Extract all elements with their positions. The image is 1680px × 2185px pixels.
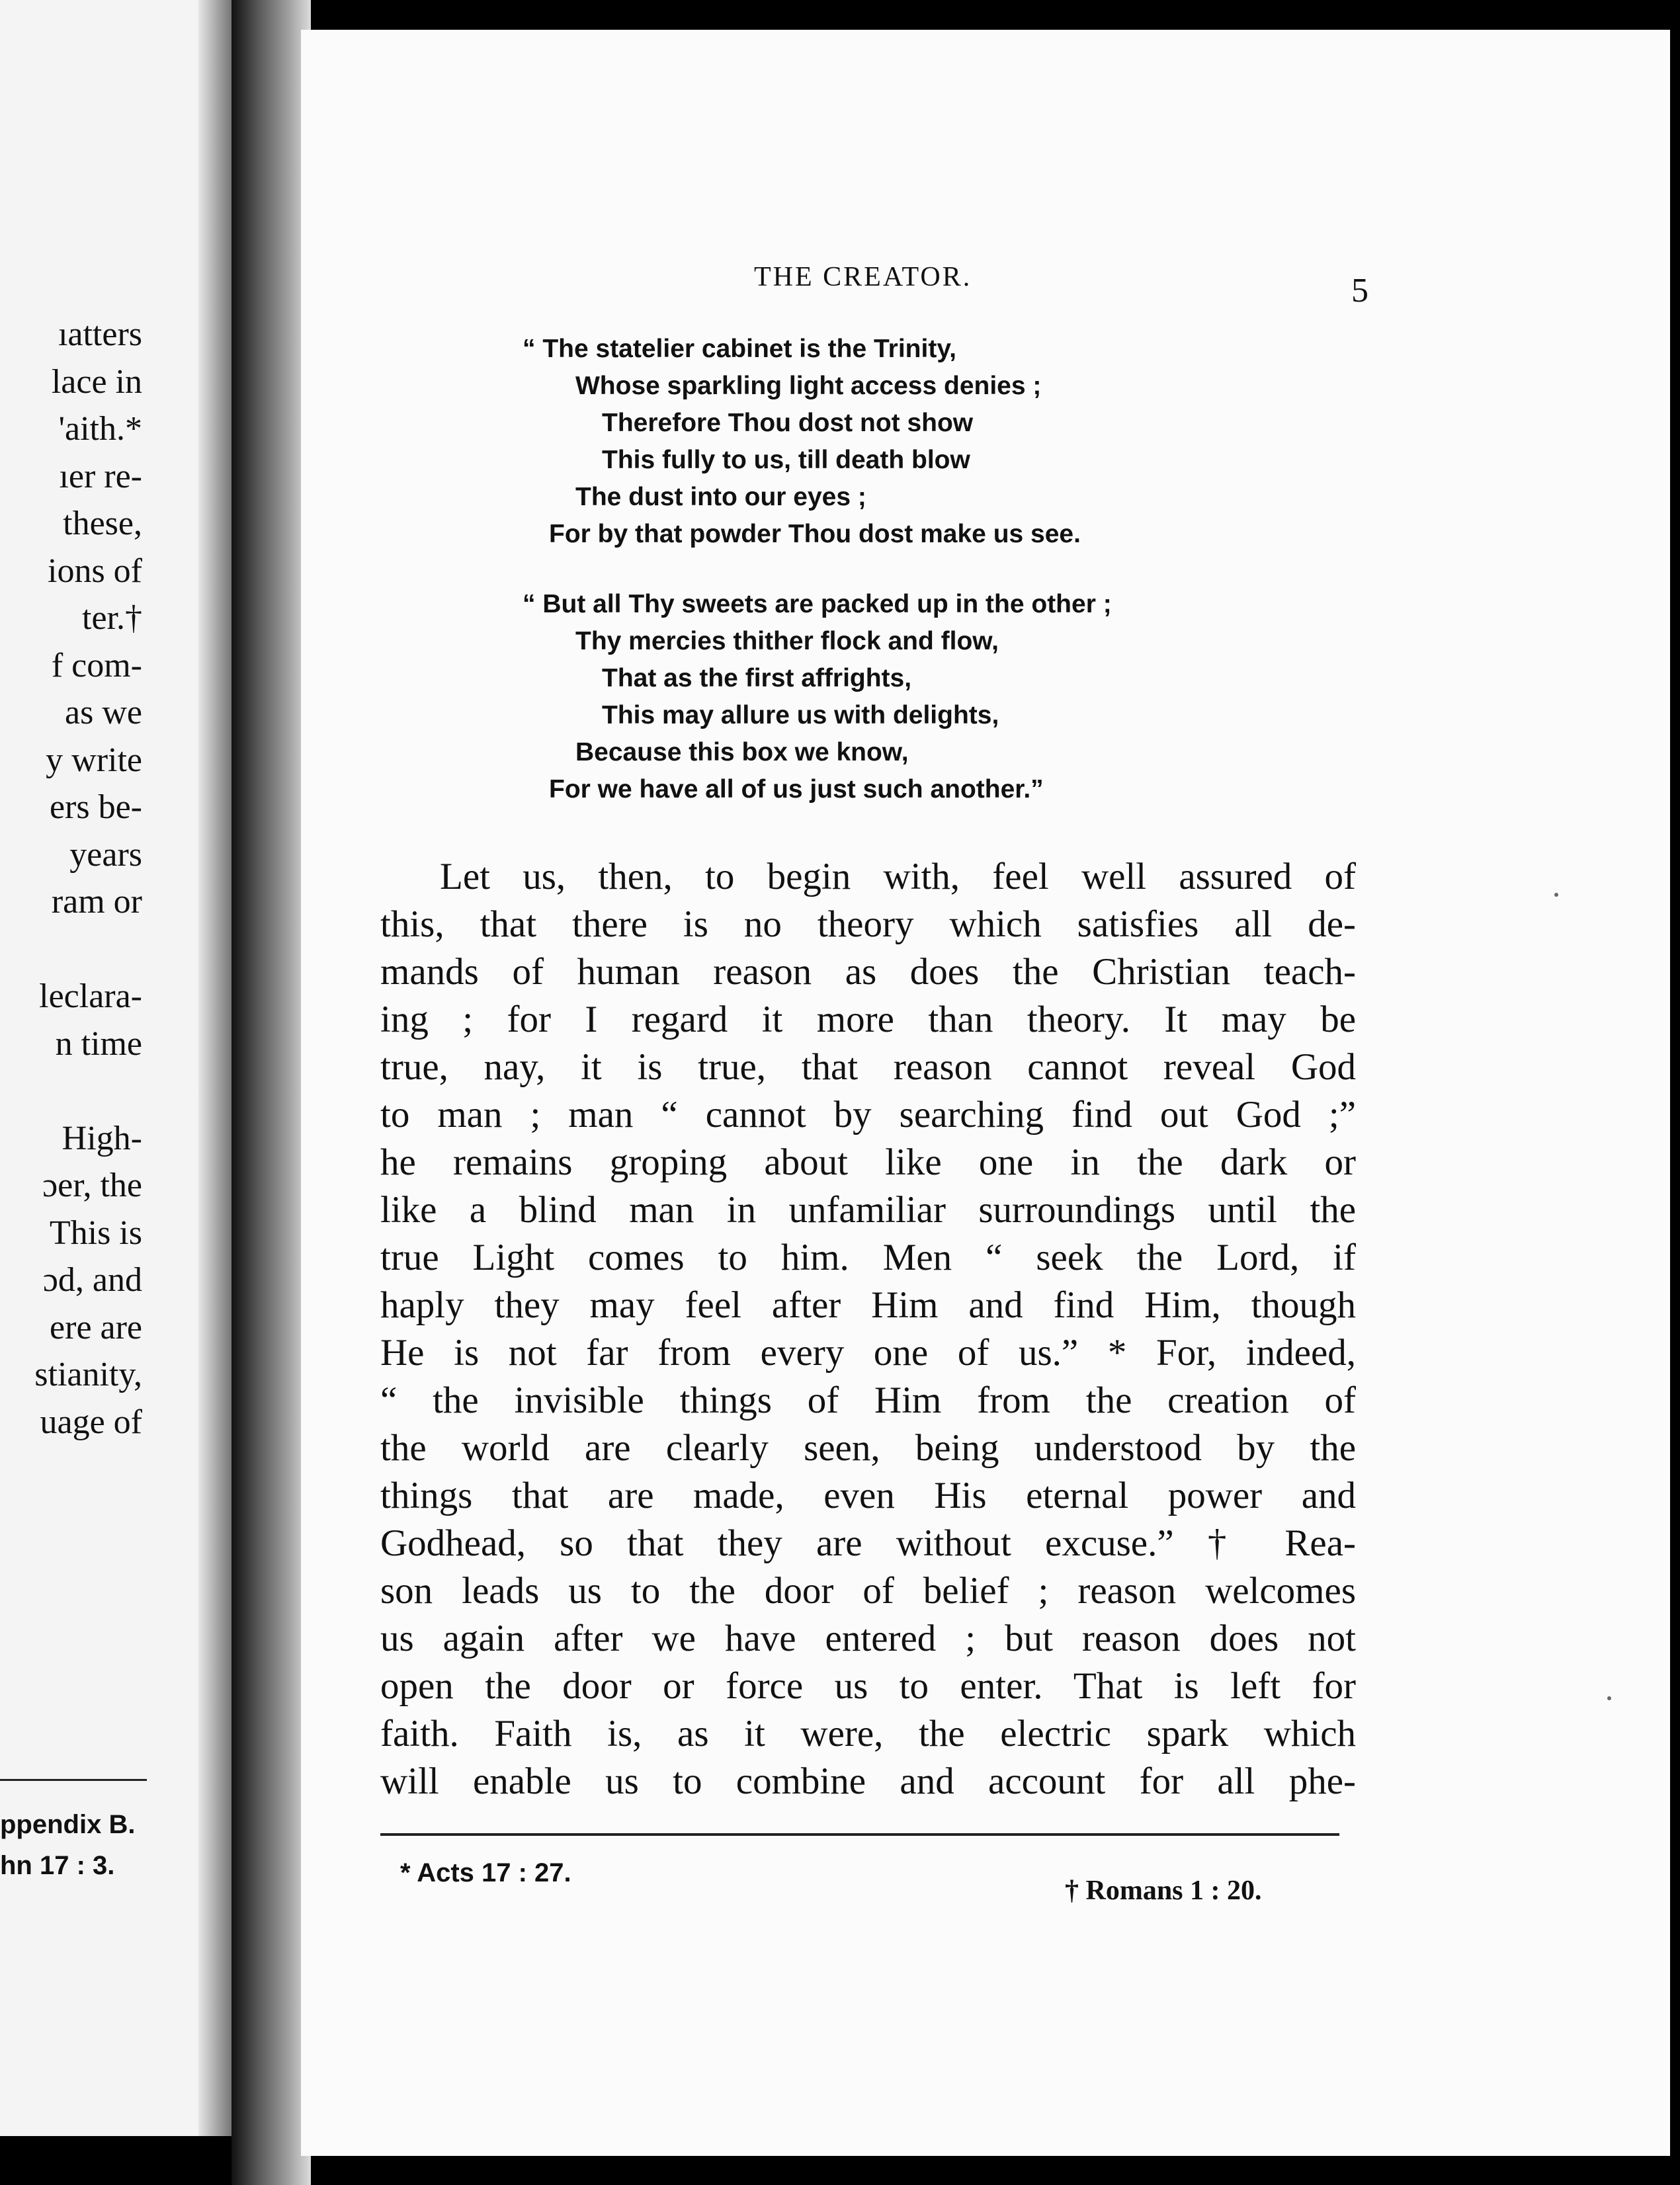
text-line: these, <box>63 505 142 542</box>
text-line: n time <box>55 1024 142 1063</box>
poem-line: Because this box we know, <box>575 738 909 766</box>
text-line <box>0 1067 142 1115</box>
poem-quote <box>523 331 1283 841</box>
text-line: High- <box>62 1119 142 1157</box>
poem-stanza <box>523 331 1283 553</box>
poem-line: This may allure us with delights, <box>602 701 999 729</box>
body-line: open the door or force us to enter. That is left for <box>380 1665 1356 1707</box>
poem-line: Whose sparkling light access denies ; <box>575 372 1042 400</box>
body-line: true Light comes to him. Men “ seek the Lord, if <box>380 1237 1356 1278</box>
text-line: as we <box>65 694 142 731</box>
text-line: ɔd, and <box>42 1261 142 1299</box>
body-line: will enable us to combine and account for all phe- <box>380 1760 1356 1802</box>
text-line: ıatters <box>58 315 142 353</box>
poem-line: “ But all Thy sweets are packed up in the other ; <box>523 590 1112 618</box>
previous-page <box>0 0 231 2136</box>
body-line: this, that there is no theory which satisfies all de- <box>380 903 1356 945</box>
text-line: years <box>69 835 142 874</box>
footnote-romans: † Romans 1 : 20. <box>1065 1876 1262 1906</box>
text-line: uage of <box>40 1403 142 1441</box>
text-line: ere are <box>50 1308 142 1346</box>
text-line <box>0 926 142 973</box>
text-line: ers be- <box>49 788 142 826</box>
text-line: ıer re- <box>59 457 142 495</box>
poem-line: Therefore Thou dost not show <box>602 409 974 437</box>
body-line: son leads us to the door of belief ; reason welcomes <box>380 1570 1356 1612</box>
body-line: Godhead, so that they are without excuse.” † Rea- <box>380 1522 1356 1564</box>
body-line: us again after we have entered ; but reason does not <box>380 1618 1356 1659</box>
page-number: 5 <box>1351 272 1368 309</box>
body-line: to man ; man “ cannot by searching find out God ;” <box>380 1094 1356 1135</box>
footnote-divider <box>380 1833 1339 1836</box>
footnote-acts: * Acts 17 : 27. <box>400 1858 571 1887</box>
body-line: haply they may feel after Him and find Him, though <box>380 1284 1356 1326</box>
text-line: 'aith.* <box>58 410 142 448</box>
body-line: ing ; for I regard it more than theory. It may be <box>380 999 1356 1040</box>
body-line: like a blind man in unfamiliar surroundings until the <box>380 1189 1356 1231</box>
text-line: f com- <box>51 646 142 684</box>
poem-line: This fully to us, till death blow <box>602 446 970 474</box>
paper-speck <box>1554 893 1558 897</box>
body-paragraph <box>380 853 1356 1805</box>
text-line: y write <box>46 741 142 779</box>
text-line: ram or <box>51 883 142 921</box>
footnote: ppendix B. <box>0 1810 136 1839</box>
poem-line: Thy mercies thither flock and flow, <box>575 627 999 655</box>
binding-gutter <box>231 0 311 2185</box>
running-head: THE CREATOR. <box>754 262 972 292</box>
poem-line: The dust into our eyes ; <box>575 483 866 511</box>
text-line: ter.† <box>82 599 142 637</box>
body-line: true, nay, it is true, that reason cannot reveal God <box>380 1046 1356 1088</box>
paper-speck <box>1607 1696 1611 1700</box>
poem-line: “ The statelier cabinet is the Trinity, <box>523 335 956 363</box>
body-line: things that are made, even His eternal power and <box>380 1475 1356 1516</box>
poem-stanza <box>523 586 1283 808</box>
text-line: stianity, <box>34 1356 142 1393</box>
poem-line: That as the first affrights, <box>602 664 912 692</box>
body-line: the world are clearly seen, being understood by the <box>380 1427 1356 1469</box>
poem-line: For we have all of us just such another.” <box>549 775 1044 804</box>
footnote-divider <box>0 1779 147 1781</box>
body-line: he remains groping about like one in the dark or <box>380 1141 1356 1183</box>
text-line: This is <box>49 1214 142 1252</box>
text-line: lace in <box>51 362 142 401</box>
previous-page-footnotes <box>0 1804 149 1886</box>
text-line: leclara- <box>39 977 142 1015</box>
text-line: ɔer, the <box>42 1167 142 1204</box>
body-line: He is not far from every one of us.” * For, indeed, <box>380 1332 1356 1374</box>
poem-line: For by that powder Thou dost make us see. <box>549 520 1081 548</box>
body-line: faith. Faith is, as it were, the electric spark which <box>380 1713 1356 1754</box>
footnote: hn 17 : 3. <box>0 1851 115 1880</box>
previous-page-text <box>0 311 142 1446</box>
body-line: mands of human reason as does the Christian teach- <box>380 951 1356 993</box>
text-line: ions of <box>48 552 142 590</box>
body-line: Let us, then, to begin with, feel well assured of <box>440 856 1356 897</box>
body-line: “ the invisible things of Him from the creation of <box>380 1380 1356 1421</box>
